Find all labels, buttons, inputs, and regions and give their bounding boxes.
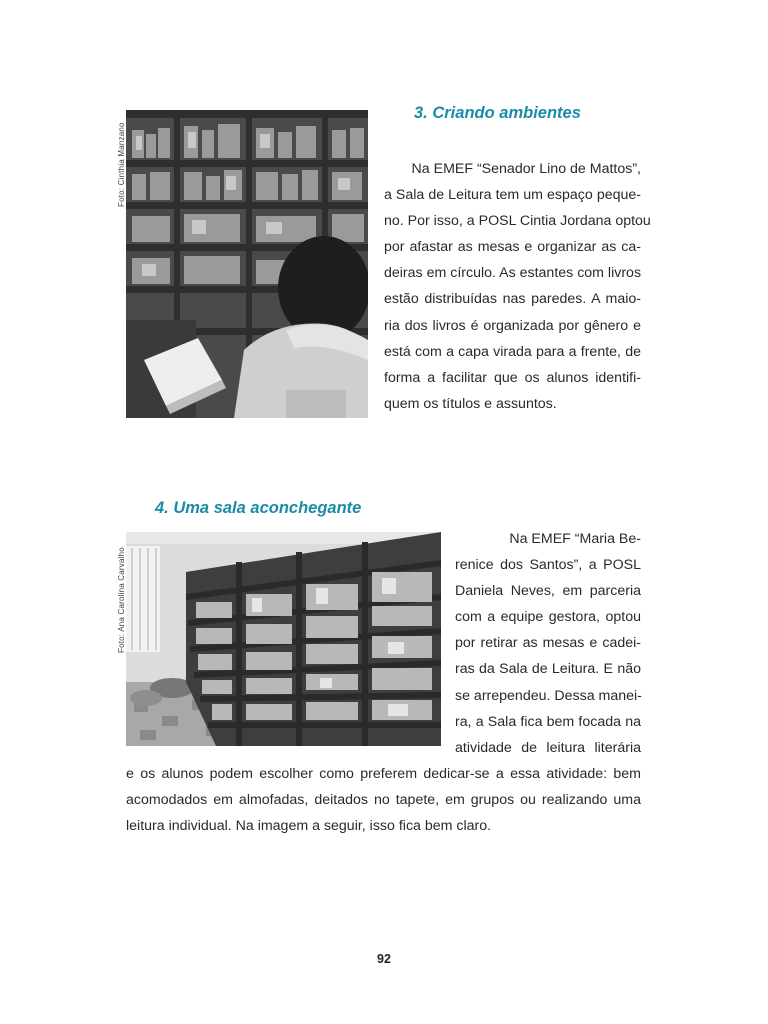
- text-line: por afastar as mesas e organizar as ca-: [384, 239, 641, 256]
- section-3-title: 3. Criando ambientes: [414, 104, 581, 122]
- text-line: ra, a Sala fica bem focada na: [455, 713, 641, 730]
- text-line: com a equipe gestora, optou: [455, 609, 641, 626]
- photo-reading-room-girl: [126, 110, 368, 418]
- text-line: Na EMEF “Senador Lino de Mattos”,: [411, 161, 641, 177]
- text-line: ria dos livros é organizada por gênero e: [384, 317, 641, 334]
- text-line: se arrependeu. Dessa manei-: [455, 687, 642, 704]
- text-line: e os alunos podem escolher como preferem dedicar-se a essa atividade: bem: [126, 766, 641, 782]
- text-line: no. Por isso, a POSL Cintia Jordana optou: [384, 213, 651, 230]
- text-line: deiras em círculo. As estantes com livros: [384, 265, 642, 282]
- text-line: Daniela Neves, em parceria: [455, 583, 641, 600]
- text-line: estão distribuídas nas paredes. A maio-: [384, 291, 641, 308]
- text-line: leitura individual. Na imagem a seguir, isso fica bem claro.: [126, 818, 492, 835]
- text-line: quem os títulos e assuntos.: [384, 395, 557, 412]
- photo-credit-1: Foto: Cinthia Manzano: [117, 122, 126, 207]
- text-line: por retirar as mesas e cadei-: [455, 635, 641, 652]
- photo-credit-2: Foto: Ana Carolina Carvalho: [117, 547, 126, 653]
- section-4-paragraph-full-width: [126, 761, 641, 839]
- section-3-paragraph: [384, 156, 651, 417]
- text-line: a Sala de Leitura tem um espaço peque-: [384, 187, 641, 204]
- text-line: ras da Sala de Leitura. E não: [455, 661, 641, 678]
- text-line: atividade de leitura literária: [455, 739, 641, 756]
- section-4-paragraph-beside-photo: [455, 526, 641, 761]
- text-line: forma a facilitar que os alunos identifi-: [384, 369, 641, 386]
- text-line: está com a capa virada para a frente, de: [384, 343, 641, 360]
- page-number: 92: [377, 952, 391, 966]
- text-line: acomodados em almofadas, deitados no tapete, em grupos ou realizando uma: [126, 792, 641, 809]
- text-line: Na EMEF “Maria Be-: [509, 531, 641, 547]
- section-4-title: 4. Uma sala aconchegante: [155, 499, 362, 517]
- text-line: renice dos Santos”, a POSL: [455, 557, 641, 574]
- photo-cozy-reading-room: [126, 532, 441, 746]
